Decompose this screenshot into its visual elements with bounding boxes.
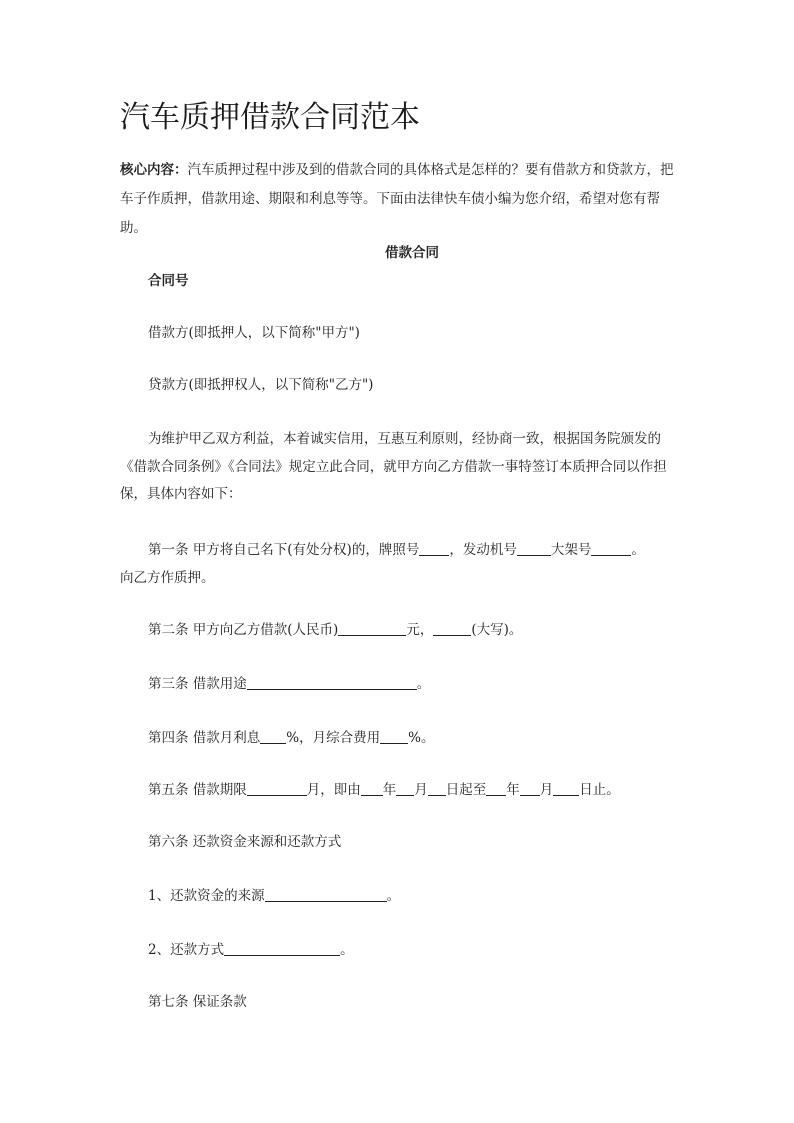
repayment-method-blank[interactable] xyxy=(224,941,340,956)
end-day-blank[interactable] xyxy=(553,781,579,796)
article-4-text-a: 第四条 借款月利息 xyxy=(148,730,261,746)
article-6: 第六条 还款资金来源和还款方式 xyxy=(148,834,342,850)
term-months-blank[interactable] xyxy=(247,781,307,796)
article-1-text-a: 第一条 甲方将自己名下(有处分权)的，牌照号 xyxy=(148,542,420,558)
article-5-text-d: 月 xyxy=(414,782,428,798)
article-4-text-c: %。 xyxy=(408,730,435,746)
article-1-line-2: 向乙方作质押。 xyxy=(120,570,215,586)
plate-number-blank[interactable] xyxy=(419,541,449,556)
article-3-text-b: 。 xyxy=(416,676,431,692)
article-5-text-a: 第五条 借款期限 xyxy=(148,782,247,798)
article-5-text-c: 年 xyxy=(382,782,397,798)
article-3-text-a: 第三条 借款用途 xyxy=(148,676,247,692)
article-4-text-b: %，月综合费用 xyxy=(286,730,381,746)
borrower-line: 借款方(即抵押人，以下简称"甲方") xyxy=(148,325,360,341)
item-2-text-b: 。 xyxy=(340,942,354,958)
article-1-text-b: ，发动机号 xyxy=(449,542,517,558)
start-year-blank[interactable] xyxy=(361,781,383,796)
amount-capital-blank[interactable] xyxy=(433,621,471,636)
lender-line: 贷款方(即抵押权人，以下简称"乙方") xyxy=(148,377,374,393)
document-title: 汽车质押借款合同范本 xyxy=(120,100,420,135)
engine-number-blank[interactable] xyxy=(517,541,551,556)
intro-label: 核心内容： xyxy=(120,162,188,178)
end-month-blank[interactable] xyxy=(520,781,540,796)
article-5-text-b: 月，即由 xyxy=(306,782,361,798)
article-2-text-c: (大写)。 xyxy=(471,622,523,638)
article-1 xyxy=(148,538,645,562)
article-7: 第七条 保证条款 xyxy=(148,994,247,1010)
article-4 xyxy=(148,726,434,750)
article-6-item-1 xyxy=(148,884,400,908)
article-5 xyxy=(148,778,620,802)
start-month-blank[interactable] xyxy=(396,781,414,796)
article-2-text-b: 元， xyxy=(406,622,434,638)
contract-number-label: 合同号 xyxy=(148,273,189,289)
article-5-text-f: 年 xyxy=(506,782,520,798)
monthly-fee-blank[interactable] xyxy=(380,729,408,744)
article-3 xyxy=(148,672,430,696)
end-year-blank[interactable] xyxy=(486,781,506,796)
item-2-text-a: 2、还款方式 xyxy=(148,942,225,958)
article-6-item-2 xyxy=(148,938,354,962)
loan-purpose-blank[interactable] xyxy=(247,675,417,690)
intro-text: 汽车质押过程中涉及到的借款合同的具体格式是怎样的？要有借款方和贷款方，把车子作质押，借款用途、期限和利息等等。下面由法律快车债小编为您介绍，希望对您有帮助。 xyxy=(120,162,674,236)
article-2 xyxy=(148,618,522,642)
intro-paragraph xyxy=(120,156,680,243)
article-5-text-g: 月 xyxy=(539,782,554,798)
article-5-text-e: 日起至 xyxy=(445,782,487,798)
article-2-text-a: 第二条 甲方向乙方借款(人民币) xyxy=(148,622,339,638)
article-1-text-d: 。 xyxy=(631,542,645,558)
monthly-interest-blank[interactable] xyxy=(260,729,286,744)
article-1-text-c: 大架号 xyxy=(550,542,592,558)
preamble-paragraph: 为维护甲乙双方利益，本着诚实信用，互惠互利原则，经协商一致，根据国务院颁发的《借款合同条例》《合同法》规定立此合同，就甲方向乙方借款一事特签订本质押合同以作担保，具体内容如下： xyxy=(120,431,667,502)
contract-heading: 借款合同 xyxy=(385,245,439,261)
frame-number-blank[interactable] xyxy=(591,541,631,556)
article-5-text-h: 日止。 xyxy=(579,782,620,798)
repayment-source-blank[interactable] xyxy=(265,887,387,902)
loan-amount-blank[interactable] xyxy=(338,621,406,636)
item-1-text-a: 1、还款资金的来源 xyxy=(148,888,265,904)
item-1-text-b: 。 xyxy=(386,888,401,904)
start-day-blank[interactable] xyxy=(428,781,446,796)
